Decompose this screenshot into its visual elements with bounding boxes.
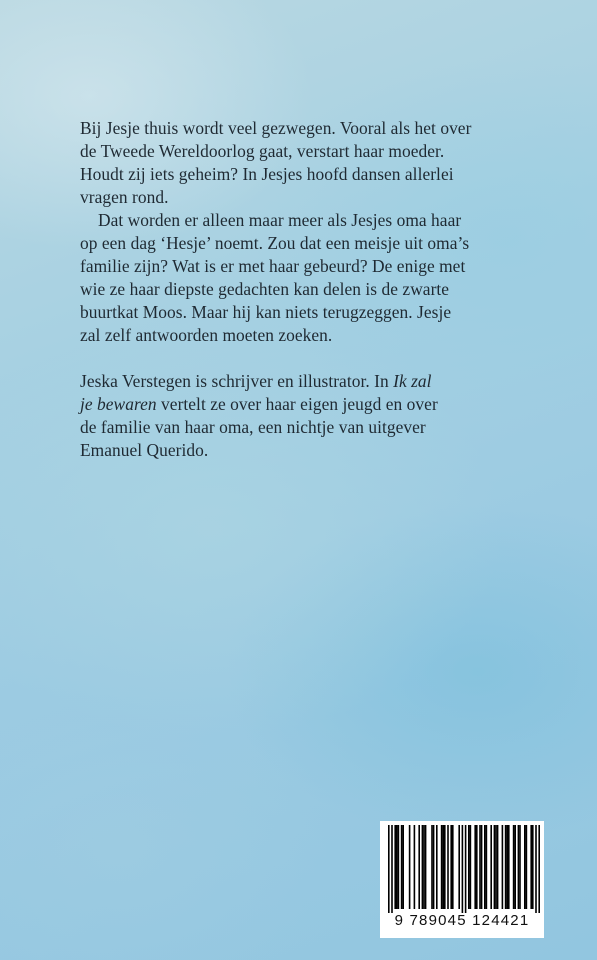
isbn-barcode <box>380 821 544 938</box>
barcode-bar <box>425 825 427 909</box>
barcode-bar <box>433 825 435 909</box>
barcode-bar <box>484 825 486 909</box>
barcode-bar <box>441 825 443 909</box>
barcode-guard-bar <box>538 825 540 913</box>
barcode-bar <box>519 825 521 909</box>
barcode-bar <box>514 825 516 909</box>
barcode-bar <box>398 825 400 909</box>
text-line: Bij Jesje thuis wordt veel gezwegen. Vooral als het over <box>80 118 472 138</box>
text-line <box>80 393 540 416</box>
barcode-bar <box>401 825 403 909</box>
barcode-bar <box>436 825 438 909</box>
barcode-bar <box>494 825 496 909</box>
barcode-bar <box>479 825 481 909</box>
text-line: de Tweede Wereldoorlog gaat, verstart haar moeder. <box>80 141 445 161</box>
author-bio <box>80 370 540 462</box>
text-line: familie zijn? Wat is er met haar gebeurd? De enige met <box>80 256 466 276</box>
barcode-guard-bar <box>388 825 390 913</box>
text-line: wie ze haar diepste gedachten kan delen is de zwarte <box>80 279 450 299</box>
barcode-bar <box>490 825 492 909</box>
barcode-guard-bar <box>465 825 467 913</box>
barcode-bar <box>502 825 504 909</box>
text-line: zal zelf antwoorden moeten zoeken. <box>80 325 333 345</box>
text-line: Houdt zij iets geheim? In Jesjes hoofd dansen allerlei <box>80 164 454 184</box>
barcode-bar <box>497 825 499 909</box>
barcode-bar <box>468 825 470 909</box>
barcode-bar <box>409 825 411 909</box>
barcode-bar <box>450 825 452 909</box>
barcode-bar <box>418 825 420 909</box>
barcode-bar <box>495 825 497 909</box>
barcode-bar <box>481 825 483 909</box>
barcode-bar <box>470 825 472 909</box>
barcode-bar <box>423 825 425 909</box>
text-line: vragen rond. <box>80 187 169 207</box>
barcode-bar <box>444 825 446 909</box>
barcode-bar <box>422 825 424 909</box>
isbn-number: 9 789045 124421 <box>394 912 530 929</box>
barcode-bar <box>458 825 460 909</box>
barcode-guard-bar <box>462 825 464 913</box>
barcode-guard-bar <box>391 825 393 913</box>
barcode-bar <box>526 825 528 909</box>
back-cover-text <box>80 117 540 462</box>
barcode-bar <box>431 825 433 909</box>
text-line <box>80 370 540 393</box>
description-paragraph-1 <box>80 117 540 209</box>
barcode-bar <box>518 825 520 909</box>
paragraph-spacer <box>80 347 540 370</box>
barcode-bar <box>506 825 508 909</box>
bio-text: Jeska Verstegen is schrijver en illustrator. In <box>80 371 394 391</box>
barcode-bar <box>447 825 449 909</box>
barcode-bar <box>414 825 416 909</box>
barcode-bar <box>508 825 510 909</box>
text-line: op een dag ‘Hesje’ noemt. Zou dat een meisje uit oma’s <box>80 233 470 253</box>
text-line: Dat worden er alleen maar meer als Jesjes oma haar <box>98 210 462 230</box>
bio-text: vertelt ze over haar eigen jeugd en over <box>156 394 438 414</box>
barcode-guard-bar <box>535 825 537 913</box>
barcode-bar <box>486 825 488 909</box>
book-title: je bewaren <box>80 394 157 414</box>
text-line: de familie van haar oma, een nichtje van uitgever <box>80 417 426 437</box>
barcode-bar <box>476 825 478 909</box>
description-paragraph-2 <box>80 209 540 347</box>
book-title: Ik zal <box>393 371 432 391</box>
text-line: buurtkat Moos. Maar hij kan niets terugzeggen. Jesje <box>80 302 452 322</box>
barcode-bars <box>380 821 544 913</box>
barcode-bar <box>396 825 398 909</box>
barcode-bar <box>474 825 476 909</box>
barcode-bar <box>505 825 507 909</box>
text-line: Emanuel Querido. <box>80 440 209 460</box>
barcode-bar <box>524 825 526 909</box>
barcode-bar <box>532 825 534 909</box>
barcode-bar <box>394 825 396 909</box>
barcode-bar <box>513 825 515 909</box>
barcode-bar <box>442 825 444 909</box>
barcode-bar <box>452 825 454 909</box>
barcode-bar <box>402 825 404 909</box>
barcode-bar <box>530 825 532 909</box>
